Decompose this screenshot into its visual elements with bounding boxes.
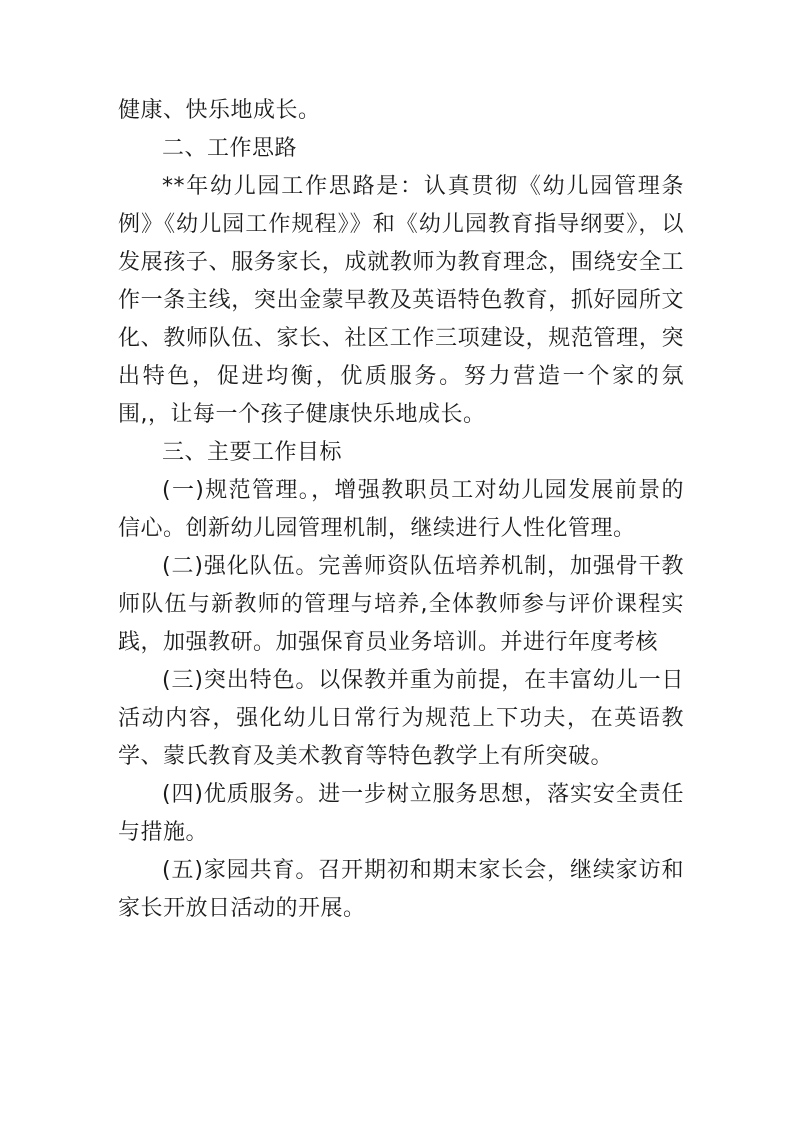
document-body [118,92,684,928]
goal-item-strengthen-team: (二)强化队伍。完善师资队伍培养机制，加强骨干教师队伍与新教师的管理与培养,全体教师参与评价课程实践，加强教研。加强保育员业务培训。并进行年度考核 [118,554,684,655]
paragraph-continuation: 健康、快乐地成长。 [118,98,321,123]
goal-item-quality-service: (四)优质服务。进一步树立服务思想，落实安全责任与措施。 [118,782,684,845]
goal-item-highlight-features: (三)突出特色。以保教并重为前提，在丰富幼儿一日活动内容，强化幼儿日常行为规范上下功夫，在英语教学、蒙氏教育及美术教育等特色教学上有所突破。 [118,668,684,769]
paragraph-work-ideas: **年幼儿园工作思路是：认真贯彻《幼儿园管理条例》《幼儿园工作规程》》和《幼儿园教育指导纲要》，以发展孩子、服务家长，成就教师为教育理念，围绕安全工作一条主线，突出金蒙早教及英语特色教育，抓好园所文化、教师队伍、家长、社区工作三项建设，规范管理，突出特色，促进均衡，优质服务。努力营造一个家的氛围,，让每一个孩子健康快乐地成长。 [118,174,684,427]
goal-item-home-school-cooperation: (五)家园共育。召开期初和期末家长会，继续家访和家长开放日活动的开展。 [118,858,684,921]
goal-item-standardize-management: (一)规范管理。，增强教职员工对幼儿园发展前景的信心。创新幼儿园管理机制，继续进行人性化管理。 [118,478,684,541]
section-heading-work-ideas: 二、工作思路 [162,136,298,161]
section-heading-main-goals: 三、主要工作目标 [162,440,343,465]
